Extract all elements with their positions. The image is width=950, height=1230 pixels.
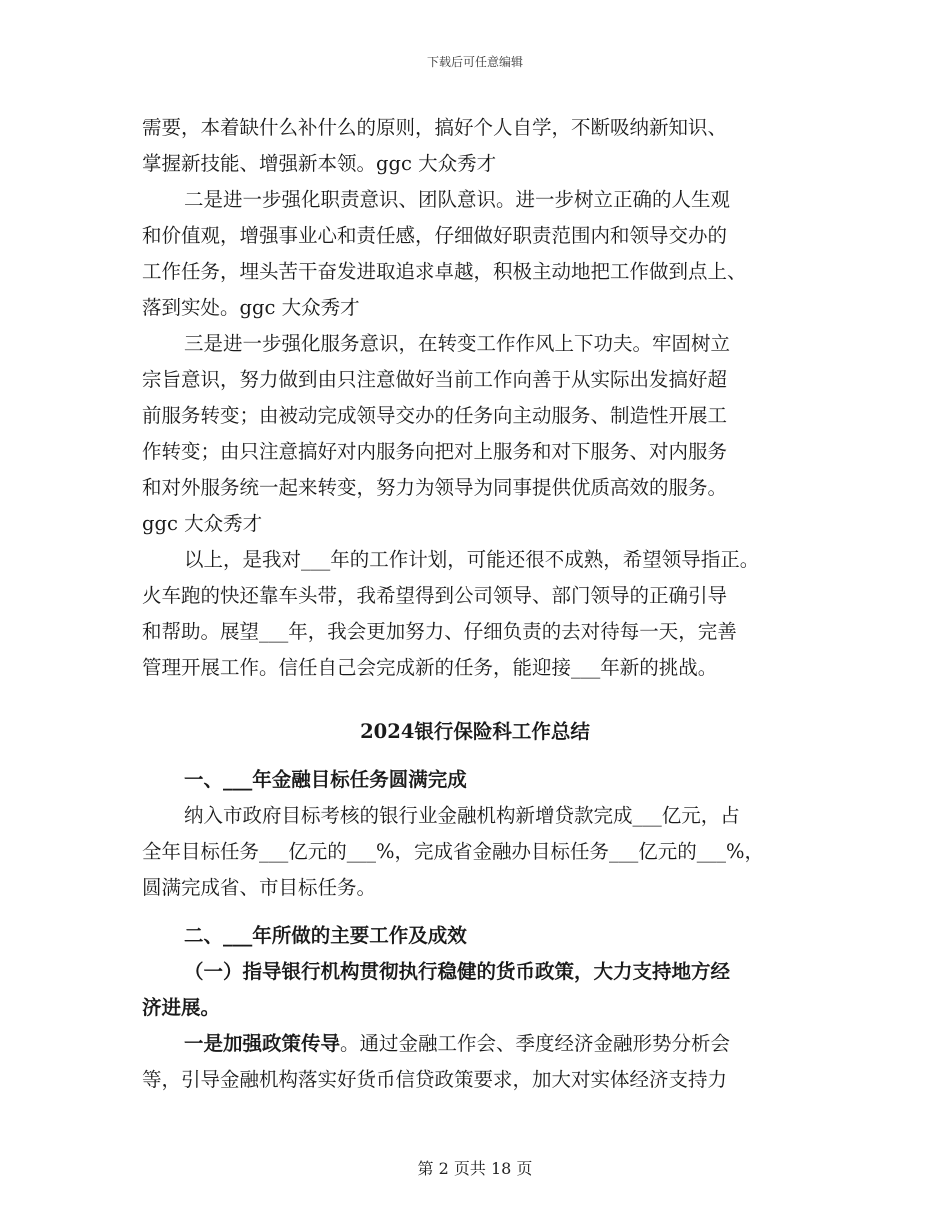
- paragraph-line: [184, 1026, 730, 1062]
- page-footer: 第 2 页共 18 页: [417, 1159, 533, 1178]
- paragraph-line: 全年目标任务___亿元的___%，完成省金融办目标任务___亿元的___%，: [142, 840, 765, 863]
- paragraph-line: 和帮助。展望___年，我会更加努力、仔细负责的去对待每一天，完善: [142, 620, 737, 643]
- paragraph-line: 宗旨意识，努力做到由只注意做好当前工作向善于从实际出发搞好超: [142, 368, 728, 391]
- subsection-heading: （一）指导银行机构贯彻执行稳健的货币政策，大力支持地方经: [184, 960, 731, 983]
- paragraph-line: 等，引导金融机构落实好货币信贷政策要求，加大对实体经济支持力: [142, 1068, 728, 1091]
- section-heading: 二、___年所做的主要工作及成效: [184, 924, 467, 947]
- section-heading: 一、___年金融目标任务圆满完成: [184, 768, 467, 791]
- paragraph-line: 火车跑的快还靠车头带，我希望得到公司领导、部门领导的正确引导: [142, 584, 728, 607]
- point-text: 。通过金融工作会、季度经济金融形势分析会: [340, 1032, 731, 1055]
- paragraph-line: 三是进一步强化服务意识，在转变工作作风上下功夫。牢固树立: [184, 332, 731, 355]
- paragraph-line: 落到实处。ggc 大众秀才: [142, 296, 360, 319]
- page-header: 下载后可任意编辑: [426, 55, 523, 69]
- point-label: 一是加强政策传导: [184, 1032, 341, 1055]
- paragraph-line: 作转变；由只注意搞好对内服务向把对上服务和对下服务、对内服务: [142, 440, 728, 463]
- document-title: 2024银行保险科工作总结: [360, 720, 590, 743]
- paragraph-line: 工作任务，埋头苦干奋发进取追求卓越，积极主动地把工作做到点上、: [142, 260, 747, 283]
- paragraph-line: 和价值观，增强事业心和责任感，仔细做好职责范围内和领导交办的: [142, 224, 728, 247]
- paragraph-line: 和对外服务统一起来转变，努力为领导为同事提供优质高效的服务。: [142, 476, 728, 499]
- paragraph-line: 前服务转变；由被动完成领导交办的任务向主动服务、制造性开展工: [142, 404, 728, 427]
- subsection-heading: 济进展。: [142, 996, 221, 1019]
- paragraph-line: 管理开展工作。信任自己会完成新的任务，能迎接___年新的挑战。: [142, 656, 718, 679]
- paragraph-line: 纳入市政府目标考核的银行业金融机构新增贷款完成___亿元，占: [184, 804, 740, 827]
- paragraph-line: 掌握新技能、增强新本领。ggc 大众秀才: [142, 152, 497, 175]
- paragraph-line: 圆满完成省、市目标任务。: [142, 876, 377, 899]
- paragraph-line: ggc 大众秀才: [142, 512, 263, 535]
- paragraph-line: 以上，是我对___年的工作计划，可能还很不成熟，希望领导指正。: [184, 548, 760, 571]
- paragraph-line: 二是进一步强化职责意识、团队意识。进一步树立正确的人生观: [184, 188, 731, 211]
- paragraph-line: 需要，本着缺什么补什么的原则，搞好个人自学，不断吸纳新知识、: [142, 116, 728, 139]
